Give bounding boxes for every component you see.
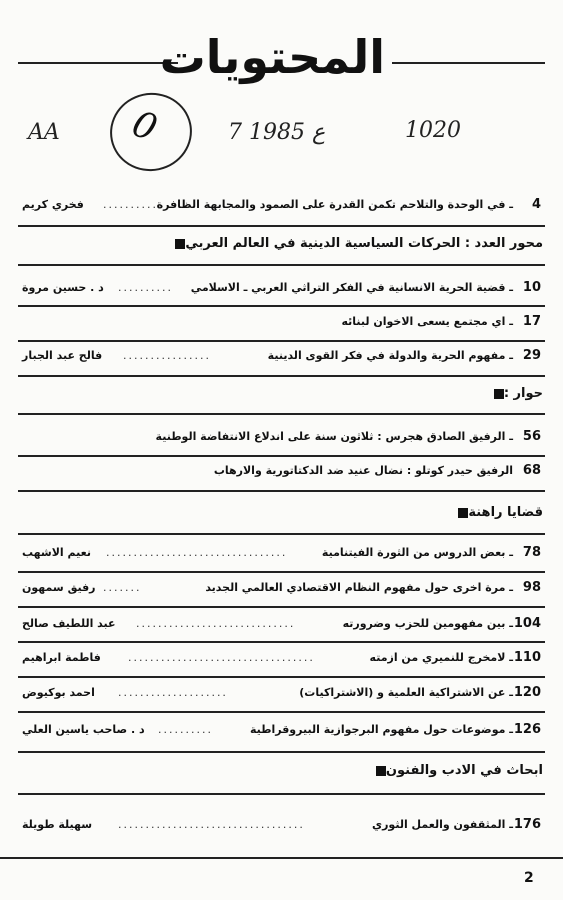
- page-number: 17: [522, 314, 541, 329]
- divider: [18, 375, 545, 377]
- divider: [18, 455, 545, 457]
- divider: [18, 413, 545, 415]
- divider: [18, 641, 545, 643]
- leader-dots: ................: [123, 349, 211, 362]
- author: د . صاحب ياسين العلي: [22, 723, 145, 736]
- divider: [18, 676, 545, 678]
- article-title: ـ الرفيق الصادق هجرس : ثلاثون سنة على اندلاع الانتفاضة الوطنية: [155, 430, 513, 443]
- author: عبد اللطيف صالح: [22, 617, 116, 630]
- divider: [18, 711, 545, 713]
- page-number-footer: 2: [524, 870, 534, 886]
- section-heading: قضايا راهنة: [452, 505, 543, 520]
- toc-entry: [18, 312, 543, 336]
- article-title: ـ المثقفون والعمل الثوري: [372, 818, 513, 831]
- title-rule-left: [18, 62, 178, 64]
- leader-dots: ...........: [103, 198, 164, 211]
- leader-dots: .................................: [106, 546, 288, 559]
- divider: [18, 340, 545, 342]
- divider: [18, 533, 545, 535]
- section-heading: ابحاث في الادب والفنون: [370, 763, 543, 778]
- article-title: ـ قضية الحرية الانسانية في الفكر التراثي العربي ـ الاسلامي: [190, 281, 513, 294]
- page-number: 104: [513, 616, 541, 631]
- author: د . حسين مروة: [22, 281, 104, 294]
- article-title: ـ في الوحدة والتلاحم تكمن القدرة على الصمود والمجابهة الظافرة: [156, 198, 513, 211]
- divider: [18, 490, 545, 492]
- toc-entry: [18, 648, 543, 672]
- article-title: ـ مرة اخرى حول مفهوم النظام الاقتصادي العالمي الجديد: [205, 581, 513, 594]
- divider: [18, 606, 545, 608]
- handwritten-note-right: 1020: [405, 118, 461, 143]
- stamp-mark: 0: [126, 103, 163, 150]
- article-title: ـ اي مجتمع يسعى الاخوان لبنائه: [341, 315, 513, 328]
- page-number: 176: [513, 817, 541, 832]
- toc-entry: [18, 427, 543, 451]
- section-heading: محور العدد : الحركات السياسية الدينية في العالم العربي: [169, 236, 543, 251]
- handwritten-note-middle: 7 ع 1985: [228, 120, 326, 145]
- page-number: 126: [513, 722, 541, 737]
- author: نعيم الاشهب: [22, 546, 91, 559]
- article-title: ـ عن الاشتراكية العلمية و (الاشتراكيات): [299, 686, 513, 699]
- section-heading: حوار :: [488, 386, 543, 401]
- leader-dots: ..........: [118, 281, 173, 294]
- article-title: ـ موضوعات حول مفهوم البرجوازية البيروقراطية: [249, 723, 513, 736]
- page-number: 98: [522, 580, 541, 595]
- handwritten-note-left: AA: [28, 120, 60, 145]
- page-number: 10: [522, 280, 541, 295]
- author: فخري كريم: [22, 198, 84, 211]
- footer-rule: [0, 857, 563, 859]
- toc-entry: [18, 614, 543, 638]
- title-rule-right: [392, 62, 545, 64]
- toc-entry: [18, 346, 543, 370]
- author: رفيق سمهون: [22, 581, 96, 594]
- author: فالح عبد الجبار: [22, 349, 103, 362]
- page-number: 78: [522, 545, 541, 560]
- leader-dots: .......: [103, 581, 142, 594]
- leader-dots: .............................: [136, 617, 296, 630]
- divider: [18, 751, 545, 753]
- leader-dots: ..................................: [118, 818, 305, 831]
- square-bullet-icon: [376, 766, 386, 776]
- leader-dots: ..........: [158, 723, 213, 736]
- author: سهيلة طويلة: [22, 818, 93, 831]
- author: فاطمة ابراهيم: [22, 651, 101, 664]
- toc-entry: [18, 720, 543, 744]
- toc-entry: [18, 815, 543, 839]
- page-number: 120: [513, 685, 541, 700]
- divider: [18, 305, 545, 307]
- divider: [18, 264, 545, 266]
- article-title: ـ لامخرج للنميري من ازمته: [369, 651, 513, 664]
- divider: [18, 793, 545, 795]
- page-title: المحتويات: [159, 30, 385, 84]
- page-number: 4: [531, 197, 541, 212]
- toc-entry: [18, 578, 543, 602]
- toc-entry: [18, 278, 543, 302]
- page-number: 110: [513, 650, 541, 665]
- toc-entry: [18, 683, 543, 707]
- article-title: ـ بين مفهومين للحزب وضرورته: [342, 617, 513, 630]
- page-number: 68: [522, 463, 541, 478]
- divider: [18, 225, 545, 227]
- toc-entry: [18, 461, 543, 485]
- toc-entry: [18, 195, 543, 219]
- leader-dots: ..................................: [128, 651, 315, 664]
- divider: [18, 571, 545, 573]
- page-number: 29: [522, 348, 541, 363]
- toc-entry: [18, 543, 543, 567]
- author: احمد بوكيوض: [22, 686, 95, 699]
- leader-dots: ....................: [118, 686, 228, 699]
- square-bullet-icon: [458, 508, 468, 518]
- page-number: 56: [522, 429, 541, 444]
- article-title: ـ بعض الدروس من الثورة الفيتنامية: [321, 546, 513, 559]
- square-bullet-icon: [175, 239, 185, 249]
- article-title: الرفيق حيدر كوتلو : نضال عنيد ضد الدكتاتورية والارهاب: [213, 464, 513, 477]
- article-title: ـ مفهوم الحرية والدولة في فكر القوى الدينية: [267, 349, 513, 362]
- square-bullet-icon: [494, 389, 504, 399]
